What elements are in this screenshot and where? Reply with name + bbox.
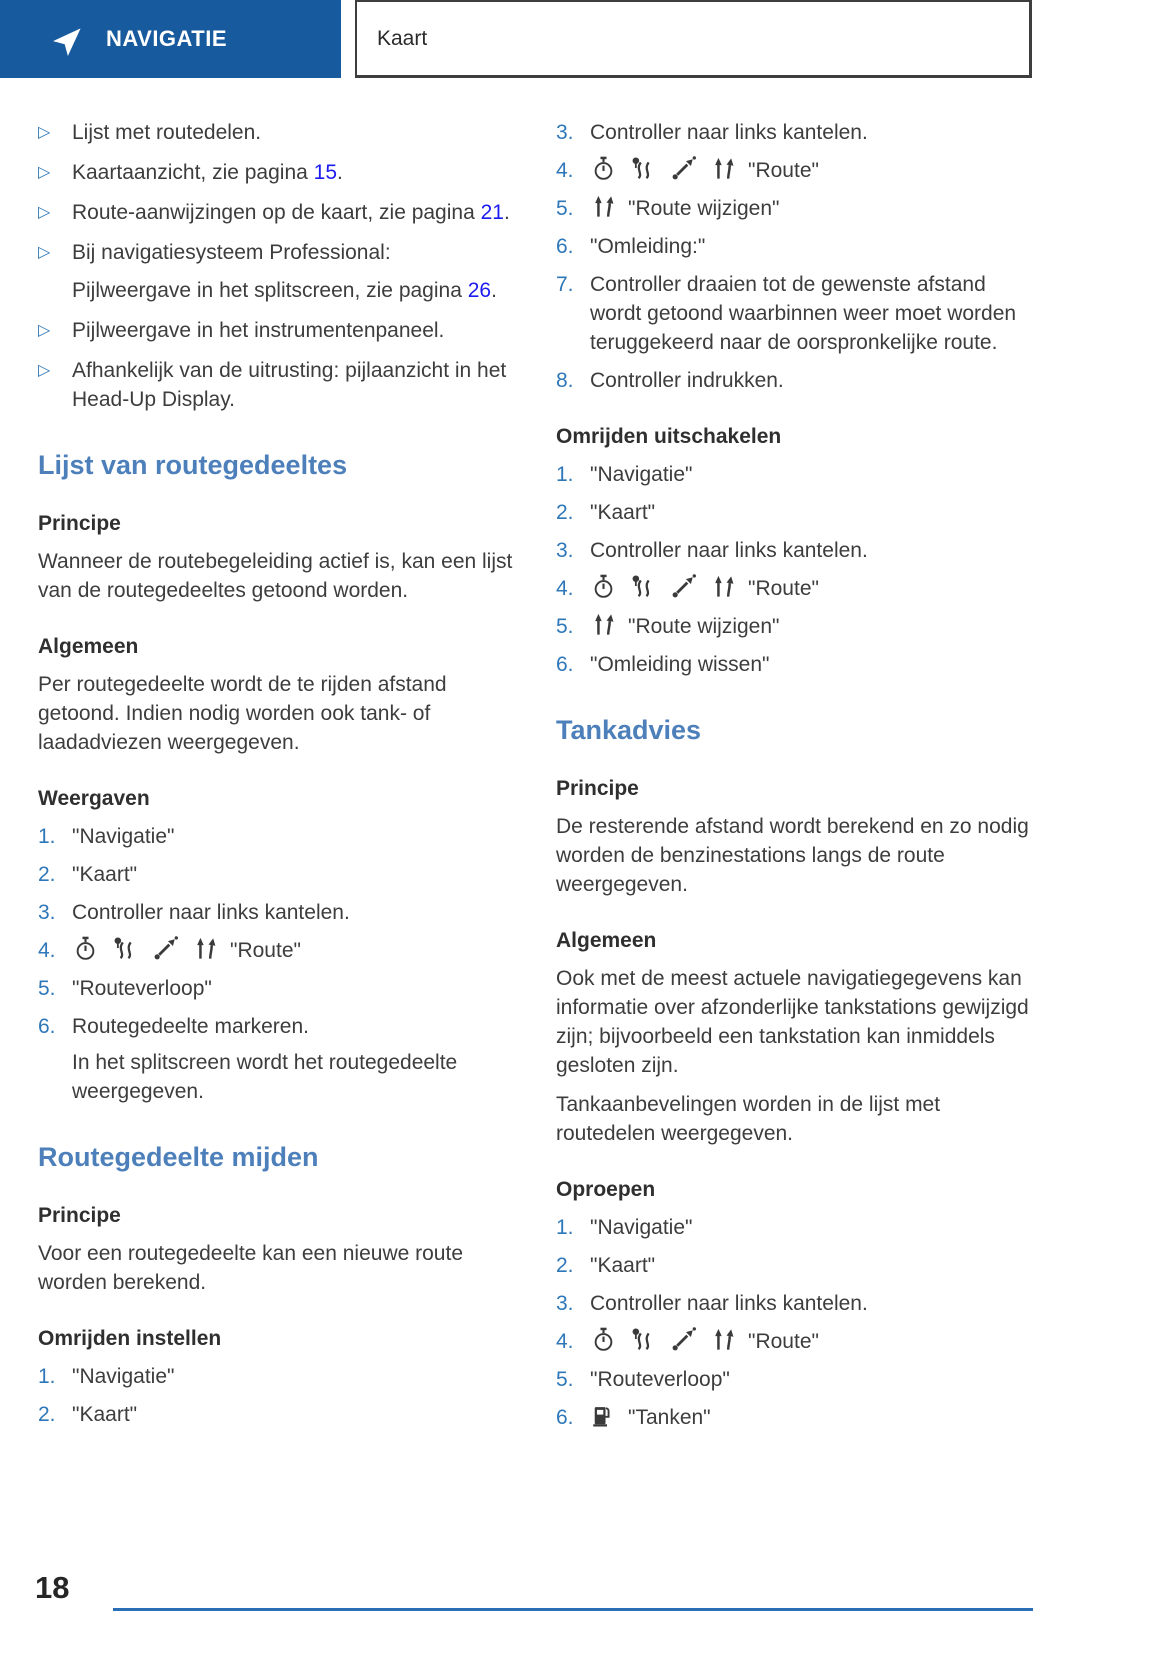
page-link[interactable]: 15	[313, 161, 338, 184]
section-title: Lijst van routegedeeltes	[38, 450, 348, 480]
step-item	[38, 898, 518, 927]
step-text: "Navigatie"	[72, 825, 175, 848]
step-item	[38, 1012, 518, 1106]
step-item	[556, 156, 1034, 185]
step-number: 2.	[556, 501, 574, 524]
step-item	[556, 1213, 1034, 1242]
step-item	[556, 232, 1034, 261]
step-item	[556, 498, 1034, 527]
step-number: 4.	[38, 939, 56, 962]
page-link[interactable]: 26	[467, 279, 492, 302]
step-number: 5.	[556, 1368, 574, 1391]
step-text: "Kaart"	[72, 863, 138, 886]
triangle-bullet-icon: ▷	[38, 124, 51, 141]
step-number: 6.	[556, 235, 574, 258]
triangle-bullet-icon: ▷	[38, 204, 51, 221]
step-text: Controller naar links kantelen.	[590, 1292, 868, 1315]
step-item	[556, 612, 1034, 641]
paragraph: Voor een routegedeelte kan een nieuwe route worden berekend.	[38, 1242, 463, 1294]
subsection-title: Algemeen	[38, 635, 139, 658]
reroute-icon	[710, 573, 737, 600]
reroute-icon	[710, 1326, 737, 1353]
step-number: 5.	[556, 197, 574, 220]
step-text: "Route wijzigen"	[628, 197, 780, 220]
step-list	[556, 1213, 1034, 1432]
step-note: In het splitscreen wordt het routegedeelte weergegeven.	[72, 1051, 458, 1103]
step-item	[38, 822, 518, 851]
fuel-pump-icon	[590, 1402, 617, 1429]
chapter-label: NAVIGATIE	[106, 26, 228, 51]
step-item	[556, 270, 1034, 357]
step-number: 3.	[556, 1292, 574, 1315]
triangle-bullet-icon: ▷	[38, 164, 51, 181]
step-item	[556, 650, 1034, 679]
step-item	[556, 118, 1034, 147]
step-list	[556, 118, 1034, 395]
step-text: Controller naar links kantelen.	[590, 539, 868, 562]
step-list	[38, 822, 518, 1106]
step-number: 6.	[38, 1015, 56, 1038]
step-text: "Routeverloop"	[590, 1368, 730, 1391]
step-number: 6.	[556, 653, 574, 676]
step-item	[556, 1403, 1034, 1432]
step-number: 5.	[556, 615, 574, 638]
navigation-arrow-icon	[52, 21, 88, 57]
right-column	[556, 118, 1034, 1441]
bullet-list	[38, 118, 518, 414]
step-number: 4.	[556, 1330, 574, 1353]
bullet-text: Afhankelijk van de uitrusting: pijlaanzicht in het Head-Up Display.	[72, 359, 507, 411]
step-item	[38, 974, 518, 1003]
step-item	[556, 1251, 1034, 1280]
step-item	[556, 1327, 1034, 1356]
scenic-route-icon	[630, 155, 657, 182]
step-text: Controller draaien tot de gewenste afstand wordt getoond waarbinnen weer moet worden teruggekeerd naar de oorspronkelijke route.	[590, 273, 1017, 354]
distance-icon	[152, 935, 179, 962]
step-item	[556, 460, 1034, 489]
step-text: Controller naar links kantelen.	[590, 121, 868, 144]
subsection-title: Algemeen	[556, 929, 657, 952]
step-item	[38, 860, 518, 889]
step-number: 2.	[38, 863, 56, 886]
page-header	[0, 0, 1165, 78]
triangle-bullet-icon: ▷	[38, 362, 51, 379]
page-title: Kaart	[377, 26, 428, 50]
bullet-text: Pijlweergave in het instrumentenpaneel.	[72, 319, 445, 342]
distance-icon	[670, 573, 697, 600]
step-number: 3.	[38, 901, 56, 924]
paragraph: Per routegedeelte wordt de te rijden afstand getoond. Indien nodig worden ook tank- of laadadviezen weergegeven.	[38, 673, 447, 754]
step-text: "Kaart"	[590, 1254, 656, 1277]
step-number: 3.	[556, 539, 574, 562]
step-number: 1.	[38, 1365, 56, 1388]
paragraph: De resterende afstand wordt berekend en zo nodig worden de benzinestations langs de route weergegeven.	[556, 815, 1029, 896]
step-number: 4.	[556, 159, 574, 182]
step-text: "Kaart"	[72, 1403, 138, 1426]
timer-icon	[590, 573, 617, 600]
distance-icon	[670, 1326, 697, 1353]
step-number: 8.	[556, 369, 574, 392]
bullet-item	[38, 316, 518, 345]
triangle-bullet-icon: ▷	[38, 244, 51, 261]
step-text: "Route"	[748, 159, 819, 182]
step-item	[38, 1362, 518, 1391]
bullet-item	[38, 198, 518, 227]
bullet-text: Lijst met routedelen.	[72, 121, 262, 144]
step-list	[556, 460, 1034, 679]
reroute-icon	[590, 611, 617, 638]
paragraph: Wanneer de routebegeleiding actief is, kan een lijst van de routegedeeltes getoond worden.	[38, 550, 513, 602]
footer-rule	[113, 1608, 1033, 1611]
step-number: 1.	[556, 1216, 574, 1239]
reroute-icon	[710, 155, 737, 182]
step-number: 3.	[556, 121, 574, 144]
step-item	[556, 194, 1034, 223]
step-text: Controller naar links kantelen.	[72, 901, 350, 924]
step-text: "Route wijzigen"	[628, 615, 780, 638]
reroute-icon	[192, 935, 219, 962]
subsection-title: Oproepen	[556, 1178, 656, 1201]
step-number: 7.	[556, 273, 574, 296]
bullet-text: .	[337, 161, 343, 184]
subsection-title: Principe	[38, 512, 121, 535]
page-link[interactable]: 21	[480, 201, 504, 224]
subsection-title: Omrijden uitschakelen	[556, 425, 782, 448]
step-item	[38, 936, 518, 965]
distance-icon	[670, 155, 697, 182]
bullet-item	[38, 118, 518, 147]
reroute-icon	[590, 193, 617, 220]
bullet-item	[38, 356, 518, 414]
step-item	[556, 574, 1034, 603]
step-item	[556, 366, 1034, 395]
step-number: 1.	[38, 825, 56, 848]
bullet-text: Pijlweergave in het splitscreen, zie pagina	[72, 279, 468, 302]
step-number: 4.	[556, 577, 574, 600]
step-text: "Navigatie"	[590, 1216, 693, 1239]
step-text: "Kaart"	[590, 501, 656, 524]
timer-icon	[590, 155, 617, 182]
subsection-title: Principe	[38, 1204, 121, 1227]
step-item	[556, 536, 1034, 565]
section-title: Routegedeelte mijden	[38, 1142, 319, 1172]
timer-icon	[72, 935, 99, 962]
step-list	[38, 1362, 518, 1429]
step-text: "Omleiding wissen"	[590, 653, 770, 676]
step-item	[556, 1289, 1034, 1318]
paragraph: Ook met de meest actuele navigatiegegevens kan informatie over afzonderlijke tankstations gewijzigd zijn; bijvoorbeeld een tankstation kan inmiddels gesloten zijn.	[556, 967, 1029, 1077]
scenic-route-icon	[112, 935, 139, 962]
step-text: "Route"	[748, 577, 819, 600]
paragraph: Tankaanbevelingen worden in de lijst met routedelen weergegeven.	[556, 1093, 941, 1145]
bullet-text: Kaartaanzicht, zie pagina	[72, 161, 314, 184]
bullet-item	[38, 158, 518, 187]
step-number: 6.	[556, 1406, 574, 1429]
step-number: 5.	[38, 977, 56, 1000]
left-column	[38, 118, 518, 1438]
step-item	[38, 1400, 518, 1429]
bullet-text: Bij navigatiesysteem Professional:	[72, 241, 391, 264]
step-text: "Navigatie"	[72, 1365, 175, 1388]
content-columns	[0, 118, 1165, 1441]
step-number: 1.	[556, 463, 574, 486]
step-text: Routegedeelte markeren.	[72, 1015, 309, 1038]
step-text: "Route"	[748, 1330, 819, 1353]
page-number: 18	[35, 1570, 70, 1605]
subsection-title: Weergaven	[38, 787, 150, 810]
bullet-item	[38, 238, 518, 305]
subsection-title: Omrijden instellen	[38, 1327, 222, 1350]
timer-icon	[590, 1326, 617, 1353]
step-text: "Tanken"	[628, 1406, 711, 1429]
section-title: Tankadvies	[556, 715, 702, 745]
step-text: "Routeverloop"	[72, 977, 212, 1000]
bullet-text: .	[503, 201, 510, 224]
scenic-route-icon	[630, 573, 657, 600]
scenic-route-icon	[630, 1326, 657, 1353]
step-text: "Omleiding:"	[590, 235, 706, 258]
subsection-title: Principe	[556, 777, 639, 800]
step-text: "Navigatie"	[590, 463, 693, 486]
chapter-badge	[0, 0, 341, 78]
step-text: "Route"	[230, 939, 301, 962]
step-text: Controller indrukken.	[590, 369, 784, 392]
triangle-bullet-icon: ▷	[38, 322, 51, 339]
page-title-box	[355, 0, 1032, 78]
bullet-text: .	[491, 279, 497, 302]
bullet-text: Route-aanwijzingen op de kaart, zie pagina	[72, 201, 481, 224]
step-number: 2.	[556, 1254, 574, 1277]
step-item	[556, 1365, 1034, 1394]
step-number: 2.	[38, 1403, 56, 1426]
